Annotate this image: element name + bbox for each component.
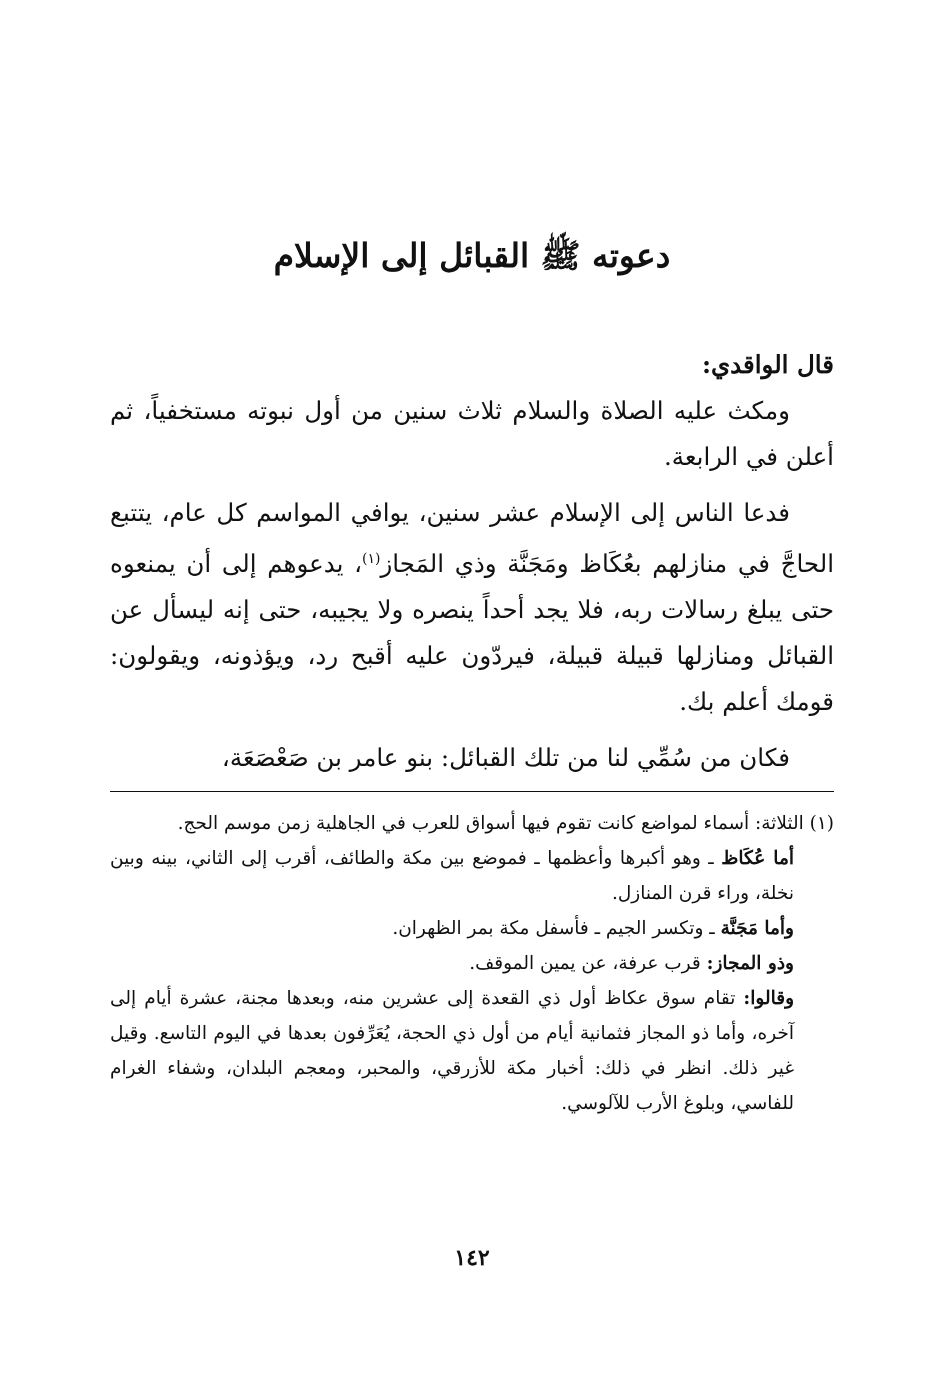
paragraph-2-part-b: ، يدعوهم إلى أن يمنعوه حتى يبلغ رسالات ربه، فلا يجد أحداً ينصره ولا يجيبه، حتى إنه ليسأل عن القبائل ومنازلها قبيلة قبيلة، فيردّون عليه أقبح رد، ويؤذونه، ويقولون: قومك أعلم بك. bbox=[110, 549, 834, 717]
footnote-okaz bbox=[110, 841, 834, 911]
paragraph-2-part-a: فدعا الناس إلى الإسلام عشر سنين، يوافي المواسم كل عام، يتتبع الحاجَّ في منازلهم بعُكَاظ ومَجَنَّة وذي المَجاز bbox=[110, 498, 834, 579]
main-text bbox=[110, 342, 834, 781]
majanna-text: ـ وتكسر الجيم ـ فأسفل مكة بمر الظهران. bbox=[392, 918, 715, 939]
paragraph-3: فكان من سُمِّي لنا من تلك القبائل: بنو عامر بن صَعْصَعَة، bbox=[221, 743, 790, 773]
footnotes bbox=[110, 806, 834, 1121]
footnote-1 bbox=[110, 806, 834, 841]
footnote-ref: (١) bbox=[362, 551, 381, 567]
speaker-heading: قال الواقدي: bbox=[701, 350, 834, 379]
footnote-1-text: الثلاثة: أسماء لمواضع كانت تقوم فيها أسواق للعرب في الجاهلية زمن موسم الحج. bbox=[177, 813, 804, 834]
majaz-text: قرب عرفة، عن يمين الموقف. bbox=[469, 953, 701, 974]
page-number: ١٤٢ bbox=[454, 1245, 490, 1271]
qalu-text: تقام سوق عكاظ أول ذي القعدة إلى عشرين منه، وبعدها مجنة، عشرة أيام إلى آخره، وأما ذو المجاز فثمانية أيام من أول ذي الحجة، يُعَرِّفون بعدها في اليوم التاسع. وقيل غير ذلك. انظر في ذلك: أخبار مكة للأزرقي، والمحبر، ومعجم البلدان، وشفاء الغرام للفاسي، وبلوغ الأرب للآلوسي. bbox=[110, 988, 794, 1114]
majaz-label: وذو المجاز: bbox=[706, 953, 794, 974]
okaz-text: ـ وهو أكبرها وأعظمها ـ فموضع بين مكة والطائف، أقرب إلى الثاني، بينه وبين نخلة، وراء قرن المنازل. bbox=[110, 848, 794, 904]
footnote-majanna bbox=[110, 911, 834, 946]
footnote-qalu bbox=[110, 981, 834, 1121]
majanna-label: وأما مَجَنَّة bbox=[720, 918, 794, 939]
okaz-label: أما عُكَاظ bbox=[721, 848, 794, 869]
paragraph-1: ومكث عليه الصلاة والسلام ثلاث سنين من أول نبوته مستخفياً، ثم أعلن في الرابعة. bbox=[110, 396, 834, 471]
footnote-divider bbox=[110, 791, 834, 792]
qalu-label: وقالوا: bbox=[743, 988, 794, 1009]
footnote-majaz bbox=[110, 946, 834, 981]
chapter-title: دعوته ﷺ القبائل إلى الإسلام bbox=[273, 236, 671, 275]
paragraph-2 bbox=[110, 490, 834, 725]
footnote-number: (١) bbox=[809, 813, 834, 834]
